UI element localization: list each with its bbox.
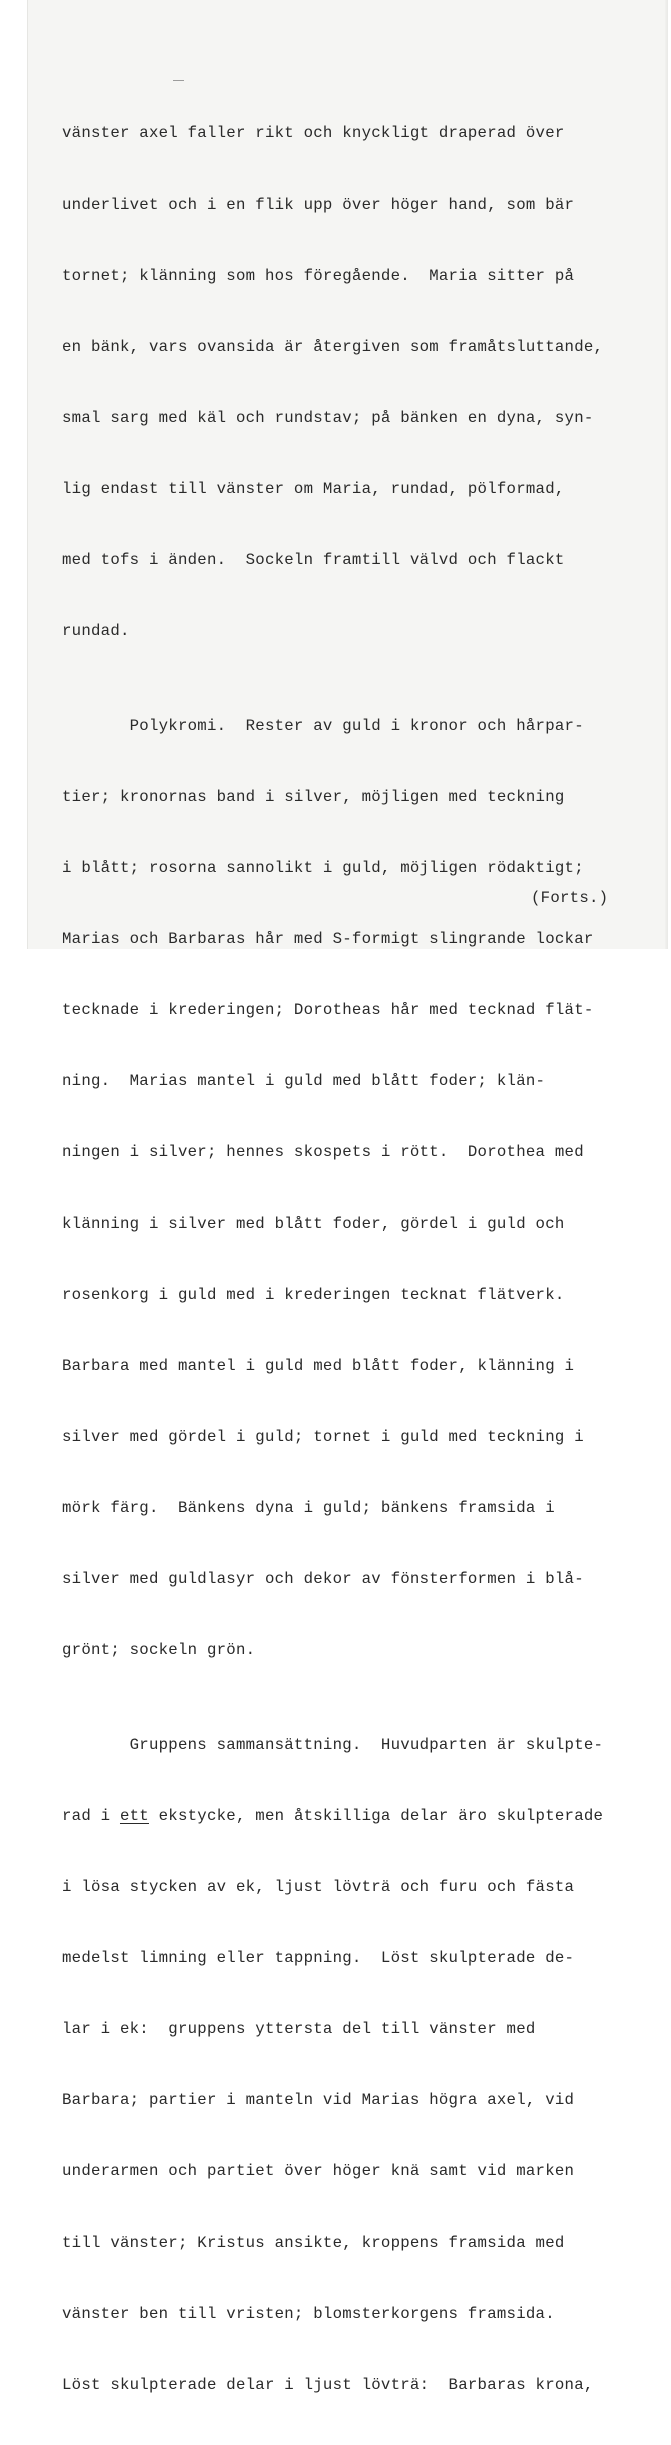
intro-line: tornet; klänning som hos föregående. Maria sitter på	[62, 266, 575, 285]
intro-line: med tofs i änden. Sockeln framtill välvd och flackt	[62, 550, 565, 569]
underlined-word: ett	[119, 1806, 149, 1825]
polykromi-line: tier; kronornas band i silver, möjligen med teckning	[62, 787, 565, 806]
polykromi-line: klänning i silver med blått foder, gördel i guld och	[62, 1214, 565, 1233]
intro-line: en bänk, vars ovansida är återgiven som framåtsluttande,	[62, 337, 604, 356]
polykromi-line: tecknade i krederingen; Dorotheas hår med tecknad flät-	[62, 1001, 594, 1020]
polykromi-line: Barbara med mantel i guld med blått foder, klänning i	[62, 1356, 575, 1375]
polykromi-line: rosenkorg i guld med i krederingen tecknat flätverk.	[62, 1285, 565, 1304]
gruppens-line: medelst limning eller tappning. Löst skulpterade de-	[62, 1949, 575, 1968]
gruppens-line: till vänster; Kristus ansikte, kroppens framsida med	[62, 2233, 565, 2252]
gruppens-line: Barbara; partier i manteln vid Marias högra axel, vid	[62, 2091, 575, 2110]
polykromi-line: ning. Marias mantel i guld med blått foder; klän-	[62, 1072, 546, 1091]
polykromi-line: grönt; sockeln grön.	[62, 1641, 256, 1660]
intro-line: lig endast till vänster om Maria, rundad, pölformad,	[62, 479, 565, 498]
polykromi-line: Polykromi. Rester av guld i kronor och hårpar-	[62, 716, 584, 735]
gruppens-line: i lösa stycken av ek, ljust lövträ och furu och fästa	[62, 1878, 575, 1897]
polykromi-line: silver med gördel i guld; tornet i guld med teckning i	[62, 1427, 584, 1446]
polykromi-line: i blått; rosorna sannolikt i guld, möjligen rödaktigt;	[62, 859, 584, 878]
gruppens-line: vänster ben till vristen; blomsterkorgens framsida.	[62, 2304, 555, 2323]
gruppens-line: Löst skulpterade delar i ljust lövträ: Barbaras krona,	[62, 2375, 594, 2394]
polykromi-line: mörk färg. Bänkens dyna i guld; bänkens framsida i	[62, 1498, 555, 1517]
document-page	[28, 0, 668, 2394]
intro-line: underlivet och i en flik upp över höger hand, som bär	[62, 195, 575, 214]
gruppens-line-with-underline	[62, 1805, 642, 1829]
gruppens-text-before: rad i	[62, 1806, 120, 1825]
gruppens-line: underarmen och partiet över höger knä samt vid marken	[62, 2162, 575, 2181]
intro-line: vänster axel faller rikt och knyckligt draperad över	[62, 124, 565, 143]
gruppens-line: Gruppens sammansättning. Huvudparten är skulpte-	[62, 1735, 604, 1754]
intro-line: smal sarg med käl och rundstav; på bänken en dyna, syn-	[62, 408, 594, 427]
gruppens-text-after: ekstycke, men åtskilliga delar äro skulpterade	[148, 1806, 604, 1825]
intro-line: rundad.	[62, 622, 130, 641]
typed-text-block	[62, 75, 642, 2445]
polykromi-line: Marias och Barbaras hår med S-formigt slingrande lockar	[62, 930, 594, 949]
polykromi-line: ningen i silver; hennes skospets i rött. Dorothea med	[62, 1143, 584, 1162]
polykromi-line: silver med guldlasyr och dekor av fönsterformen i blå-	[62, 1569, 584, 1588]
gruppens-line: lar i ek: gruppens yttersta del till vänster med	[62, 2020, 536, 2039]
continuation-note: (Forts.)	[531, 889, 609, 907]
